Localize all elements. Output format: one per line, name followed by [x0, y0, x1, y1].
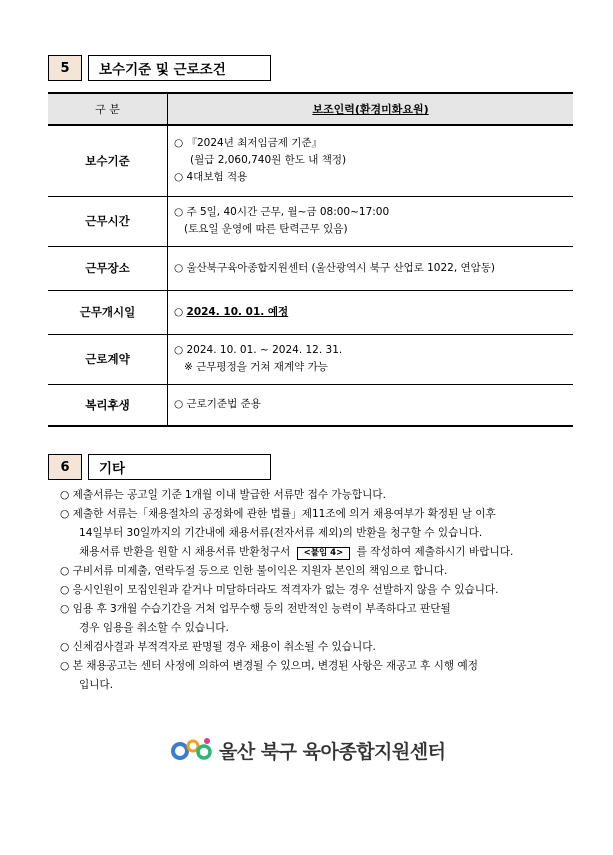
annex-tag: <붙임 4>: [297, 547, 351, 560]
list-item: ○ 제출한 서류는「채용절차의 공정화에 관한 법률」제11조에 의거 채용여부가 확정된 날 이후: [60, 508, 496, 520]
content-line: ※ 근무평정을 거쳐 재계약 가능: [184, 361, 328, 373]
content-line: ○ 근로기준법 준용: [174, 398, 261, 411]
list-item: [60, 543, 580, 562]
section-title: 보수기준 및 근로조건: [88, 55, 271, 81]
section-title: 기타: [88, 454, 271, 480]
header-category: 구 분: [48, 93, 168, 125]
row-label: 근무장소: [48, 246, 168, 290]
row-content: [168, 290, 574, 334]
logo-text: 울산 북구 육아종합지원센터: [219, 740, 446, 763]
row-label: 복리후생: [48, 384, 168, 426]
list-item: ○ 본 채용공고는 센터 사정에 의하여 변경될 수 있으며, 변경된 사항은 재공고 후 시행 예정: [60, 660, 478, 672]
list-item: ○ 제출서류는 공고일 기준 1개월 이내 발급한 서류만 접수 가능합니다.: [60, 489, 386, 501]
bullet-mark: ○: [174, 305, 184, 318]
list-item: ○ 임용 후 3개월 수습기간을 거쳐 업무수행 등의 전반적인 능력이 부족하다고 판단될: [60, 603, 451, 615]
content-line: ○ 2024. 10. 01. ~ 2024. 12. 31.: [174, 344, 343, 356]
list-item: 경우 임용을 취소할 수 있습니다.: [79, 622, 229, 634]
row-content: [168, 384, 574, 426]
conditions-table: [48, 92, 573, 427]
row-label: 근로계약: [48, 334, 168, 384]
list-item: ○ 응시인원이 모집인원과 같거나 미달하더라도 적격자가 없는 경우 선발하지 않을 수 있습니다.: [60, 584, 499, 596]
row-content: [168, 334, 574, 384]
table-row: [48, 334, 573, 384]
list-item: ○ 신체검사결과 부적격자로 판명될 경우 채용이 취소될 수 있습니다.: [60, 641, 376, 653]
content-line: ○ 『2024년 최저임금제 기준』: [174, 137, 323, 150]
section-5-header: [48, 55, 271, 81]
section-6-header: [48, 454, 271, 480]
header-position: 보조인력(환경미화요원): [168, 93, 574, 125]
row-label: 근무개시일: [48, 290, 168, 334]
row-content: [168, 246, 574, 290]
row-content: [168, 125, 574, 196]
content-line: (토요일 운영에 따른 탄력근무 있음): [184, 223, 348, 235]
table-row: [48, 246, 573, 290]
table-row: [48, 125, 573, 196]
list-item: 입니다.: [79, 679, 114, 691]
content-line: ○ 울산북구육아종합지원센터 (울산광역시 북구 산업로 1022, 연암동): [174, 261, 496, 274]
center-logo: [171, 736, 445, 764]
list-item: ○ 구비서류 미제출, 연락두절 등으로 인한 불이익은 지원자 본인의 책임으로 합니다.: [60, 565, 448, 577]
table-row: [48, 196, 573, 246]
notes-list: [60, 486, 580, 695]
note-text: 를 작성하여 제출하시기 바랍니다.: [356, 546, 514, 558]
start-date: 2024. 10. 01. 예정: [186, 305, 289, 318]
row-label: 근무시간: [48, 196, 168, 246]
content-line: ○ 주 5일, 40시간 근무, 월~금 08:00~17:00: [174, 206, 390, 218]
table-row: [48, 384, 573, 426]
section-number: 6: [48, 454, 82, 480]
list-item: 14일부터 30일까지의 기간내에 채용서류(전자서류 제외)의 반환을 청구할 수 있습니다.: [79, 527, 483, 539]
logo-icon: [171, 736, 213, 764]
row-label: 보수기준: [48, 125, 168, 196]
section-number: 5: [48, 55, 82, 81]
note-text: 채용서류 반환을 원할 시 채용서류 반환청구서: [79, 546, 291, 558]
table-header-row: [48, 93, 573, 125]
content-line: ○ 4대보험 적용: [174, 171, 248, 184]
table-row: [48, 290, 573, 334]
row-content: [168, 196, 574, 246]
content-line: (월급 2,060,740원 한도 내 책정): [190, 154, 347, 167]
